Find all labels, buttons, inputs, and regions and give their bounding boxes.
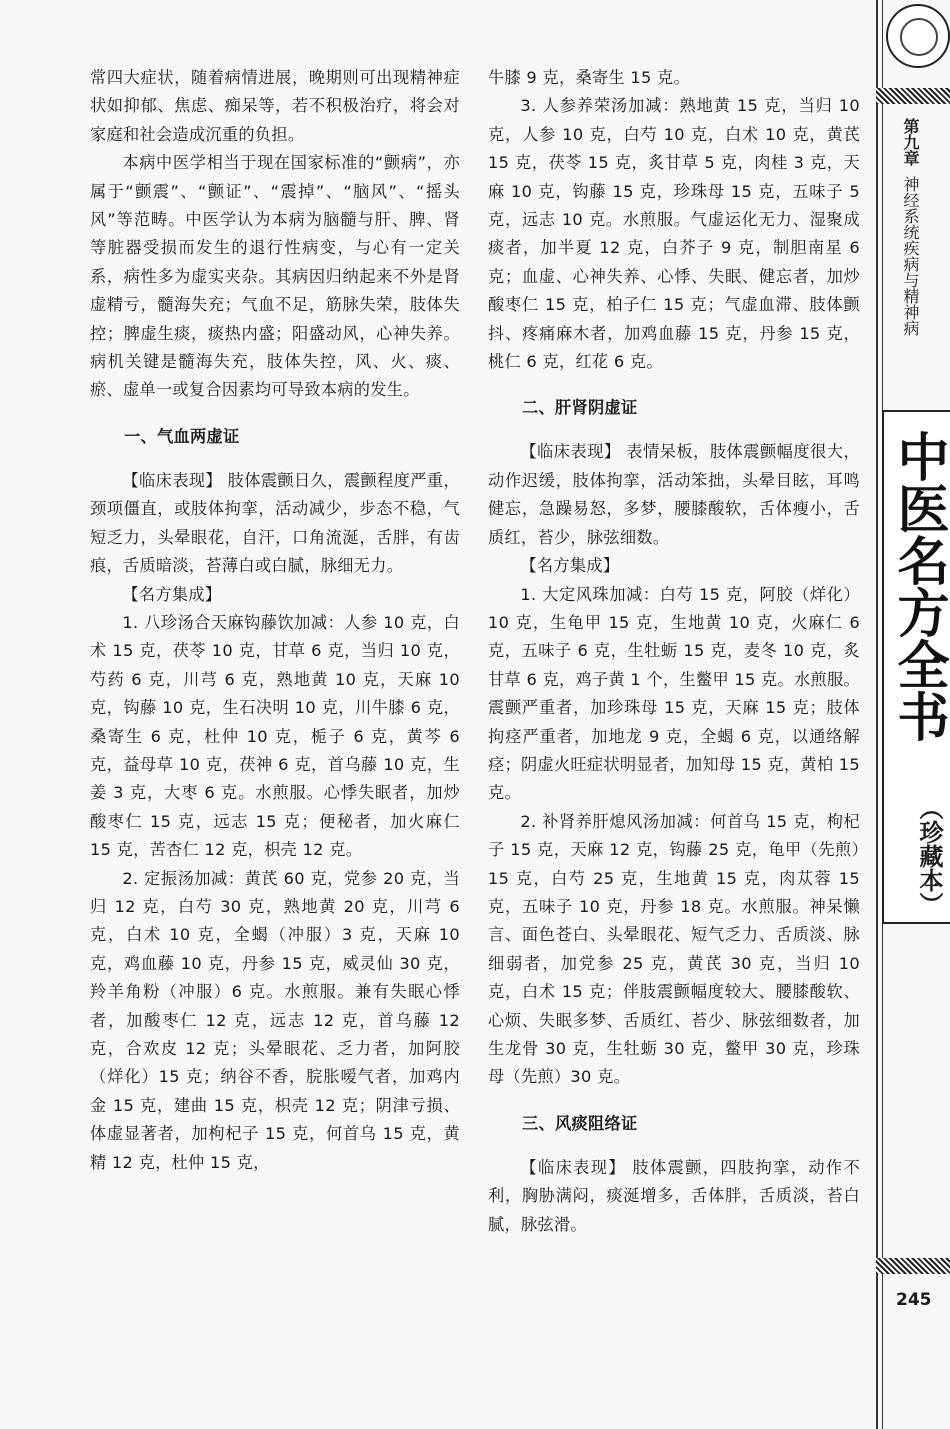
- paragraph: 【临床表现】 肢体震颤，四肢拘挛，动作不利，胸胁满闷，痰涎增多，舌体胖，舌质淡，苔白腻，脉弦滑。: [488, 1157, 860, 1234]
- paragraph: 【名方集成】: [520, 556, 620, 576]
- chapter-label: [900, 118, 928, 336]
- page-number: 245: [896, 1290, 932, 1310]
- edition-label: （珍藏本）: [915, 796, 943, 916]
- paragraph: 【临床表现】 肢体震颤日久，震颤程度严重，颈项僵直，或肢体拘挛，活动减少，步态不稳，气短乏力，头晕眼花，自汗，口角流涎，舌胖，有齿痕，舌质暗淡，苔薄白或白腻，脉细无力。: [90, 470, 460, 576]
- paragraph: 牛膝 9 克，桑寄生 15 克。: [488, 68, 690, 87]
- chapter-subtitle: 神经系统疾病与精神病: [901, 176, 920, 336]
- emblem-inner-icon: [900, 18, 938, 56]
- paragraph: 2. 补肾养肝熄风汤加减：何首乌 15 克，枸杞子 15 克，天麻 12 克，钩藤 25 克，龟甲（先煎）15 克，白芍 25 克，生地黄 15 克，肉苁蓉 15 克，五味子 10 克，丹参 18 克。水煎服。神呆懒言、面色苍白、头晕眼花、短气乏力、舌质淡、脉细弱者，加党参 25 克，黄芪 30 克，当归 10 克，白术 15 克；伴肢震颤幅度较大、腰膝酸软、心烦、失眠多梦、舌质红、苔少、脉弦细数者，加生龙骨 30 克，生牡蛎 30 克，鳖甲 30 克，珍珠母（先煎）30 克。: [488, 811, 860, 1087]
- paragraph: 1. 大定风珠加减：白芍 15 克，阿胶（烊化）10 克，生龟甲 15 克，生地黄 10 克，火麻仁 6 克，五味子 6 克，生牡蛎 15 克，麦冬 10 克，炙甘草 6 克，鸡子黄 1 个，生鳖甲 15 克。水煎服。震颤严重者，加珍珠母 15 克，天麻 15 克；肢体拘痉严重者，加地龙 9 克，全蝎 6 克，以通络解痉；阴虚火旺症状明显者，加知母 15 克，黄柏 15 克。: [488, 584, 860, 803]
- paragraph: 1. 八珍汤合天麻钩藤饮加减：人参 10 克，白术 15 克，茯苓 10 克，甘草 6 克，当归 10 克，芍药 6 克，川芎 6 克，熟地黄 10 克，天麻 10 克，钩藤 10 克，生石决明 10 克，川牛膝 6 克，桑寄生 6 克，杜仲 10 克，栀子 6 克，黄芩 6 克，益母草 10 克，茯神 6 克，首乌藤 10 克，生姜 3 克，大枣 6 克。水煎服。心悸失眠者，加炒酸枣仁 15 克，远志 15 克；便秘者，加火麻仁 15 克，苦杏仁 12 克，枳壳 12 克。: [90, 612, 460, 860]
- paragraph: 3. 人参养荣汤加减：熟地黄 15 克，当归 10 克，人参 10 克，白芍 10 克，白术 10 克，黄芪 15 克，茯苓 15 克，炙甘草 5 克，肉桂 3 克，天麻 10 克，钩藤 15 克，珍珠母 15 克，五味子 5 克，远志 10 克。水煎服。气虚运化无力、湿聚成痰者，加半夏 12 克，白芥子 9 克，制胆南星 6 克；血虚、心神失养、心悸、失眠、健忘者，加炒酸枣仁 15 克，柏子仁 15 克；气虚血滞、肢体颤抖、疼痛麻木者，加鸡血藤 15 克，丹参 15 克，桃仁 6 克，红花 6 克。: [488, 96, 860, 372]
- paragraph: 2. 定振汤加减：黄芪 60 克，党参 20 克，当归 12 克，白芍 30 克，熟地黄 20 克，川芎 6 克，白术 10 克，全蝎（冲服）3 克，天麻 10 克，鸡血藤 10 克，丹参 15 克，威灵仙 30 克，羚羊角粉（冲服）6 克。水煎服。兼有失眠心悸者，加酸枣仁 12 克，远志 12 克，首乌藤 12 克，合欢皮 12 克；头晕眼花、乏力者，加阿胶（烊化）15 克；纳谷不香，脘胀嗳气者，加鸡内金 15 克，建曲 15 克，枳壳 12 克；阴津亏损、体虚显著者，加枸杞子 15 克，何首乌 15 克，黄精 12 克，杜仲 15 克，: [90, 868, 460, 1172]
- paragraph: 本病中医学相当于现在国家标准的“颤病”，亦属于“颤震”、“颤证”、“震掉”、“脑风”、“摇头风”等范畴。中医学认为本病为脑髓与肝、脾、肾等脏器受损而发生的退行性病变，与心有一定关系，病性多为虚实夹杂。其病因归纳起来不外是肾虚精亏，髓海失充；气血不足，筋脉失荣，肢体失控；脾虚生痰，痰热内盛；阳盛动风，心神失养。病机关键是髓海失充，肢体失控，风、火、痰、瘀、虚单一或复合因素均可导致本病的发生。: [90, 153, 460, 400]
- paragraph: 【名方集成】: [122, 584, 222, 604]
- margin-rule: [876, 0, 878, 1429]
- hatch-band-top: [876, 88, 950, 104]
- chapter-number: 第九章: [901, 118, 920, 166]
- left-column: [90, 64, 460, 1177]
- hatch-band-bottom: [876, 1258, 950, 1274]
- section-heading: 一、气血两虚证: [124, 426, 240, 446]
- section-heading: 三、风痰阻络证: [522, 1113, 638, 1133]
- section-heading: 二、肝肾阴虚证: [522, 398, 638, 418]
- book-title: 中医名方全书: [888, 430, 949, 742]
- paragraph: 常四大症状，随着病情进展，晚期则可出现精神症状如抑郁、焦虑、痴呆等，若不积极治疗，将会对家庭和社会造成沉重的负担。: [90, 68, 460, 144]
- right-column: [488, 64, 860, 1239]
- paragraph: 【临床表现】 表情呆板，肢体震颤幅度很大，动作迟缓，肢体拘挛，活动笨拙，头晕目眩，耳鸣健忘，急躁易怒，多梦，腰膝酸软，舌体瘦小，舌质红，苔少，脉弦细数。: [488, 442, 860, 547]
